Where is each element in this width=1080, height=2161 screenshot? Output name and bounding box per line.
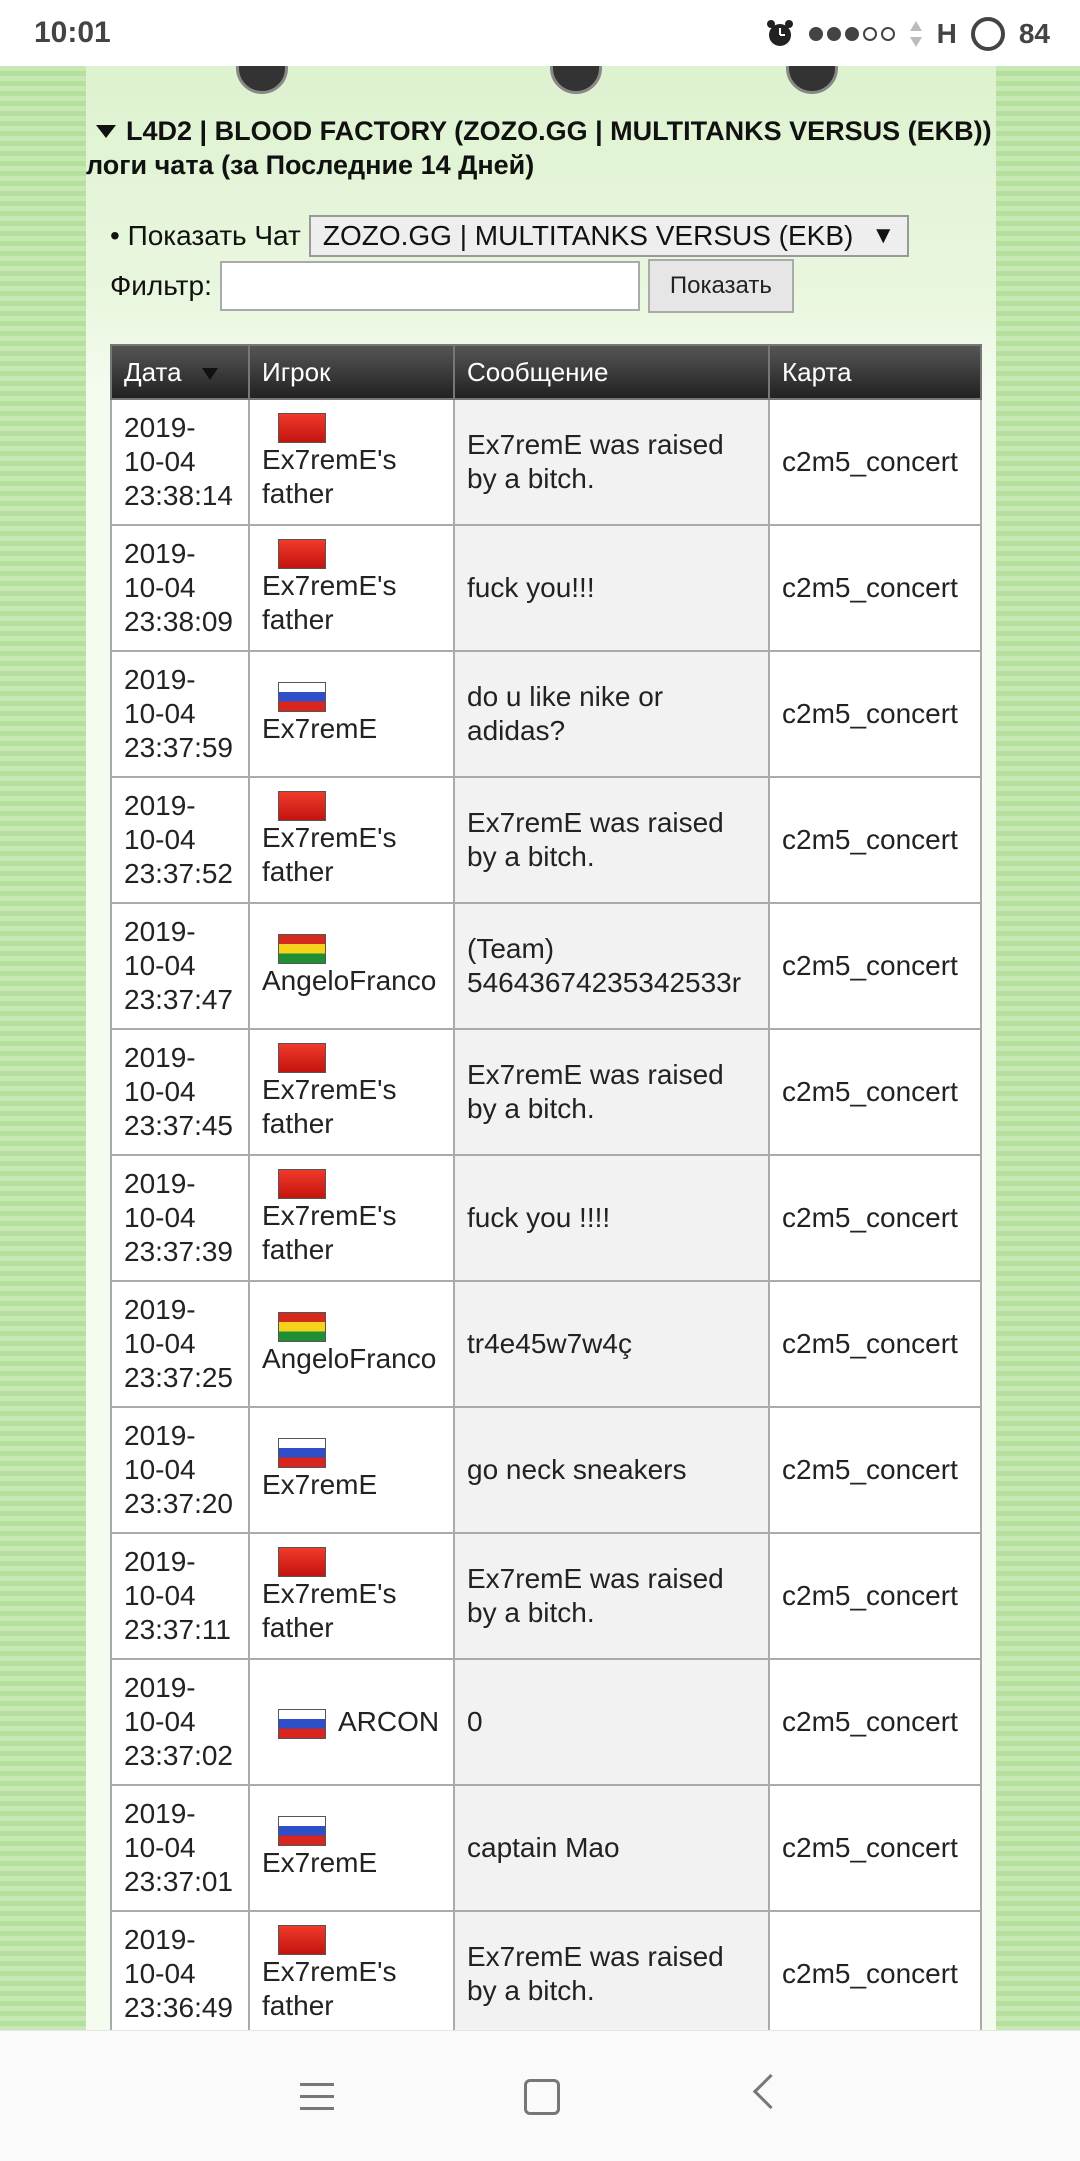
- cell-map: c2m5_concert: [769, 1785, 981, 1911]
- dropdown-arrow-icon: ▼: [871, 222, 896, 249]
- cell-player[interactable]: [249, 1029, 454, 1155]
- table-row: [111, 651, 981, 777]
- navigation-bar: [0, 2030, 1080, 2161]
- table-row: [111, 1155, 981, 1281]
- chat-select-value: ZOZO.GG | MULTITANKS VERSUS (EKB): [322, 220, 854, 251]
- web-page: [0, 66, 1080, 2030]
- signal-icon: [809, 27, 895, 41]
- page-subtitle: логи чата (за Последние 14 Дней): [86, 150, 535, 180]
- table-row: [111, 777, 981, 903]
- server-icon[interactable]: [786, 66, 838, 94]
- cell-date: 2019-10-04 23:38:09: [111, 525, 249, 651]
- column-header-date[interactable]: Дата: [111, 345, 249, 399]
- status-time: 10:01: [34, 16, 111, 49]
- country-flag-icon: [278, 1925, 326, 1955]
- chat-selector-row: [110, 214, 909, 258]
- country-flag-icon: [278, 539, 326, 569]
- player-name[interactable]: AngeloFranco: [262, 1343, 437, 1374]
- sort-desc-icon: [202, 368, 218, 380]
- table-row: [111, 1911, 981, 2030]
- filter-input[interactable]: [220, 261, 640, 311]
- cell-map: c2m5_concert: [769, 1911, 981, 2030]
- cell-player[interactable]: [249, 1911, 454, 2030]
- alarm-icon: [765, 19, 795, 49]
- back-icon[interactable]: [753, 2074, 788, 2109]
- cell-date: 2019-10-04 23:37:02: [111, 1659, 249, 1785]
- table-row: [111, 1533, 981, 1659]
- cell-map: c2m5_concert: [769, 525, 981, 651]
- cell-date: 2019-10-04 23:37:45: [111, 1029, 249, 1155]
- table-body: [111, 399, 981, 2030]
- country-flag-icon: [278, 934, 326, 964]
- battery-ring-icon: [971, 17, 1005, 51]
- cell-date: 2019-10-04 23:37:52: [111, 777, 249, 903]
- server-icon[interactable]: [550, 66, 602, 94]
- country-flag-icon: [278, 1547, 326, 1577]
- cell-player[interactable]: [249, 1281, 454, 1407]
- cell-player[interactable]: [249, 399, 454, 525]
- country-flag-icon: [278, 1043, 326, 1073]
- cell-message: Ex7remE was raised by a bitch.: [454, 399, 769, 525]
- cell-message: fuck you !!!!: [454, 1155, 769, 1281]
- player-name[interactable]: Ex7remE's father: [262, 1074, 397, 1139]
- cell-map: c2m5_concert: [769, 399, 981, 525]
- table-header-row: [111, 345, 981, 399]
- cell-player[interactable]: [249, 777, 454, 903]
- cell-map: c2m5_concert: [769, 1533, 981, 1659]
- filter-row: [110, 258, 794, 314]
- cell-player[interactable]: [249, 903, 454, 1029]
- cell-map: c2m5_concert: [769, 1659, 981, 1785]
- cell-date: 2019-10-04 23:37:39: [111, 1155, 249, 1281]
- country-flag-icon: [278, 1709, 326, 1739]
- cell-date: 2019-10-04 23:36:49: [111, 1911, 249, 2030]
- player-name[interactable]: Ex7remE: [262, 1469, 378, 1500]
- cell-map: c2m5_concert: [769, 651, 981, 777]
- table-row: [111, 1281, 981, 1407]
- table-row: [111, 525, 981, 651]
- cell-map: c2m5_concert: [769, 903, 981, 1029]
- table-row: [111, 1785, 981, 1911]
- player-name[interactable]: AngeloFranco: [262, 965, 437, 996]
- cell-player[interactable]: [249, 525, 454, 651]
- country-flag-icon: [278, 1438, 326, 1468]
- player-name[interactable]: Ex7remE's father: [262, 1578, 397, 1643]
- cell-date: 2019-10-04 23:38:14: [111, 399, 249, 525]
- cell-player[interactable]: [249, 1407, 454, 1533]
- cell-map: c2m5_concert: [769, 1155, 981, 1281]
- network-type: H: [936, 18, 957, 49]
- table-row: [111, 903, 981, 1029]
- menu-icon[interactable]: [300, 2083, 334, 2119]
- country-flag-icon: [278, 413, 326, 443]
- cell-message: Ex7remE was raised by a bitch.: [454, 1029, 769, 1155]
- cell-message: fuck you!!!: [454, 525, 769, 651]
- player-name[interactable]: Ex7remE's father: [262, 570, 397, 635]
- country-flag-icon: [278, 1816, 326, 1846]
- status-bar: [0, 0, 1080, 66]
- player-name[interactable]: Ex7remE: [262, 713, 378, 744]
- player-name[interactable]: ARCON: [338, 1706, 440, 1737]
- player-name[interactable]: Ex7remE's father: [262, 822, 397, 887]
- cell-message: 0: [454, 1659, 769, 1785]
- page-title: [86, 114, 996, 182]
- cell-player[interactable]: [249, 651, 454, 777]
- cell-map: c2m5_concert: [769, 1029, 981, 1155]
- cell-message: (Team) 54643674235342533r: [454, 903, 769, 1029]
- country-flag-icon: [278, 791, 326, 821]
- cell-date: 2019-10-04 23:37:11: [111, 1533, 249, 1659]
- cell-message: go neck sneakers: [454, 1407, 769, 1533]
- country-flag-icon: [278, 1169, 326, 1199]
- chat-select[interactable]: [309, 215, 909, 257]
- column-header-player[interactable]: Игрок: [249, 345, 454, 399]
- show-button[interactable]: Показать: [648, 259, 794, 313]
- cell-message: do u like nike or adidas?: [454, 651, 769, 777]
- player-name[interactable]: Ex7remE's father: [262, 444, 397, 509]
- cell-date: 2019-10-04 23:37:20: [111, 1407, 249, 1533]
- cell-map: c2m5_concert: [769, 777, 981, 903]
- cell-date: 2019-10-04 23:37:59: [111, 651, 249, 777]
- column-header-map[interactable]: Карта: [769, 345, 981, 399]
- cell-player[interactable]: [249, 1659, 454, 1785]
- cell-message: tr4e45w7w4ç: [454, 1281, 769, 1407]
- cell-date: 2019-10-04 23:37:25: [111, 1281, 249, 1407]
- home-icon[interactable]: [524, 2079, 560, 2115]
- table-row: [111, 399, 981, 525]
- cell-date: 2019-10-04 23:37:01: [111, 1785, 249, 1911]
- top-icons-row: [86, 66, 996, 82]
- cell-player[interactable]: [249, 1785, 454, 1911]
- status-icons: [765, 14, 1050, 54]
- chat-log-table-wrap: [110, 344, 980, 2030]
- battery-level: 84: [1018, 18, 1050, 49]
- cell-message: Ex7remE was raised by a bitch.: [454, 777, 769, 903]
- chat-log-table: [110, 344, 982, 2030]
- collapse-triangle-icon[interactable]: [96, 125, 116, 138]
- country-flag-icon: [278, 682, 326, 712]
- table-row: [111, 1407, 981, 1533]
- show-chat-label: • Показать Чат: [110, 220, 301, 251]
- cell-map: c2m5_concert: [769, 1407, 981, 1533]
- column-header-message[interactable]: Сообщение: [454, 345, 769, 399]
- cell-message: Ex7remE was raised by a bitch.: [454, 1533, 769, 1659]
- cell-date: 2019-10-04 23:37:47: [111, 903, 249, 1029]
- table-row: [111, 1029, 981, 1155]
- filter-label: Фильтр:: [110, 270, 212, 301]
- table-row: [111, 1659, 981, 1785]
- country-flag-icon: [278, 1312, 326, 1342]
- player-name[interactable]: Ex7remE: [262, 1847, 378, 1878]
- server-icon[interactable]: [236, 66, 288, 94]
- server-name-title: L4D2 | BLOOD FACTORY (ZOZO.GG | MULTITANKS VERSUS (EKB)): [126, 116, 992, 146]
- cell-player[interactable]: [249, 1533, 454, 1659]
- cell-message: Ex7remE was raised by a bitch.: [454, 1911, 769, 2030]
- content-panel: [86, 66, 996, 2030]
- cell-map: c2m5_concert: [769, 1281, 981, 1407]
- player-name[interactable]: Ex7remE's father: [262, 1200, 397, 1265]
- cell-player[interactable]: [249, 1155, 454, 1281]
- player-name[interactable]: Ex7remE's father: [262, 1956, 397, 2021]
- cell-message: captain Mao: [454, 1785, 769, 1911]
- data-arrows-icon: [909, 19, 923, 49]
